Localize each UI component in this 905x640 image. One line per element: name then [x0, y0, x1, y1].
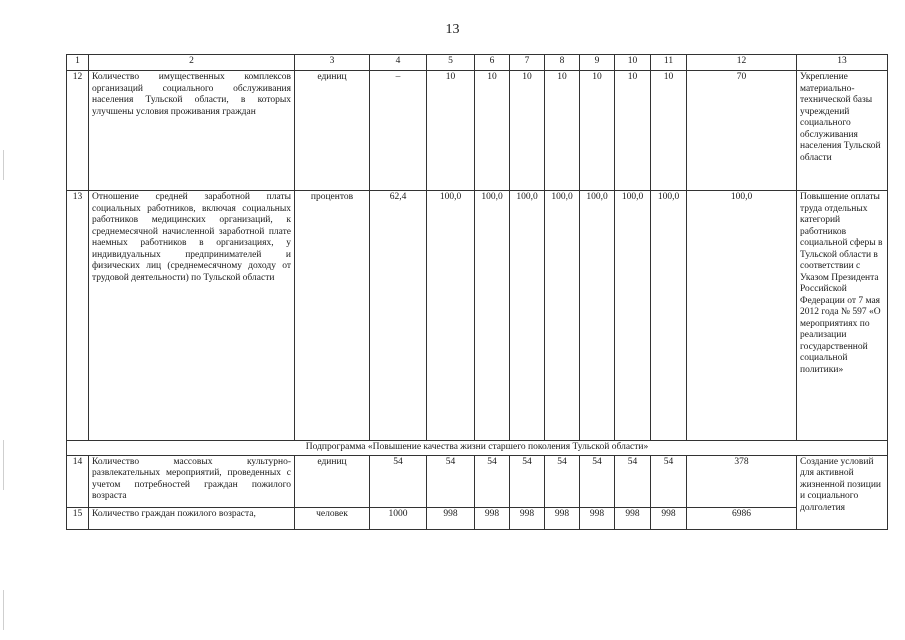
value-cell: 10: [615, 71, 651, 191]
row-number: 12: [67, 71, 89, 191]
unit-cell: процентов: [295, 191, 370, 441]
value-cell: 10: [510, 71, 545, 191]
indicators-table: [66, 54, 888, 530]
header-cell: 6: [475, 55, 510, 71]
unit-cell: единиц: [295, 71, 370, 191]
value-cell: 998: [580, 507, 615, 529]
subprogram-row: [67, 441, 888, 456]
value-cell: 998: [615, 507, 651, 529]
unit-cell: человек: [295, 507, 370, 529]
column-number-row: [67, 55, 888, 71]
value-cell: 100,0: [687, 191, 797, 441]
value-cell: 54: [370, 455, 427, 507]
header-cell: 9: [580, 55, 615, 71]
value-cell: 100,0: [427, 191, 475, 441]
value-cell: 100,0: [615, 191, 651, 441]
value-cell: 10: [427, 71, 475, 191]
table-row: [67, 191, 888, 441]
value-cell: 10: [651, 71, 687, 191]
row-number: 13: [67, 191, 89, 441]
row-number: 15: [67, 507, 89, 529]
note-cell: Укрепление материально-технической базы учреждений социального обслуживания населения Тульской области: [797, 71, 888, 191]
value-cell: 54: [510, 455, 545, 507]
value-cell: 100,0: [510, 191, 545, 441]
note-cell: Повышение оплаты труда отдельных категорий работников социальной сферы в Тульской области в соответствии с Указом Президента Российской Федерации от 7 мая 2012 года № 597 «О мероприятиях по реализации государственной социальной политики»: [797, 191, 888, 441]
indicator-name: Отношение средней заработной платы социальных работников, включая социальных работников медицинских организаций, к среднемесячной начисленной заработной плате наемных работников в организациях, у индивидуальных предпринимателей и физических лиц (среднемесячному доходу от трудовой деятельности) по Тульской области: [89, 191, 295, 441]
value-cell: 998: [545, 507, 580, 529]
indicator-name: Количество массовых культурно-развлекательных мероприятий, проведенных с учетом потребностей граждан пожилого возраста: [89, 455, 295, 507]
scan-artifact: [3, 150, 4, 180]
value-cell: 100,0: [545, 191, 580, 441]
value-cell: 998: [427, 507, 475, 529]
value-cell: 10: [475, 71, 510, 191]
header-cell: 4: [370, 55, 427, 71]
value-cell: 62,4: [370, 191, 427, 441]
header-cell: 3: [295, 55, 370, 71]
value-cell: 54: [651, 455, 687, 507]
header-cell: 11: [651, 55, 687, 71]
page-number: 13: [445, 22, 460, 37]
value-cell: 998: [651, 507, 687, 529]
value-cell: 54: [475, 455, 510, 507]
table-row: [67, 71, 888, 191]
table-row: [67, 507, 888, 529]
scan-artifact: [3, 590, 4, 630]
value-cell: 100,0: [580, 191, 615, 441]
header-cell: 7: [510, 55, 545, 71]
value-cell: 10: [545, 71, 580, 191]
note-cell: Создание условий для активной жизненной позиции и социального долголетия: [797, 455, 888, 529]
value-cell: 1000: [370, 507, 427, 529]
header-cell: 12: [687, 55, 797, 71]
table-row: [67, 455, 888, 507]
row-number: 14: [67, 455, 89, 507]
value-cell: 998: [475, 507, 510, 529]
value-cell: 54: [580, 455, 615, 507]
header-cell: 2: [89, 55, 295, 71]
header-cell: 1: [67, 55, 89, 71]
value-cell: 100,0: [651, 191, 687, 441]
unit-cell: единиц: [295, 455, 370, 507]
value-cell: 998: [510, 507, 545, 529]
value-cell: 6986: [687, 507, 797, 529]
header-cell: 8: [545, 55, 580, 71]
value-cell: –: [370, 71, 427, 191]
scan-artifact: [3, 440, 4, 490]
header-cell: 10: [615, 55, 651, 71]
value-cell: 100,0: [475, 191, 510, 441]
subprogram-title: Подпрограмма «Повышение качества жизни старшего поколения Тульской области»: [67, 441, 888, 456]
value-cell: 378: [687, 455, 797, 507]
value-cell: 70: [687, 71, 797, 191]
indicator-name: Количество граждан пожилого возраста,: [89, 507, 295, 529]
header-cell: 5: [427, 55, 475, 71]
value-cell: 54: [427, 455, 475, 507]
value-cell: 10: [580, 71, 615, 191]
value-cell: 54: [545, 455, 580, 507]
indicator-name: Количество имущественных комплексов организаций социального обслуживания населения Тульской области, в которых улучшены условия проживания граждан: [89, 71, 295, 191]
header-cell: 13: [797, 55, 888, 71]
value-cell: 54: [615, 455, 651, 507]
